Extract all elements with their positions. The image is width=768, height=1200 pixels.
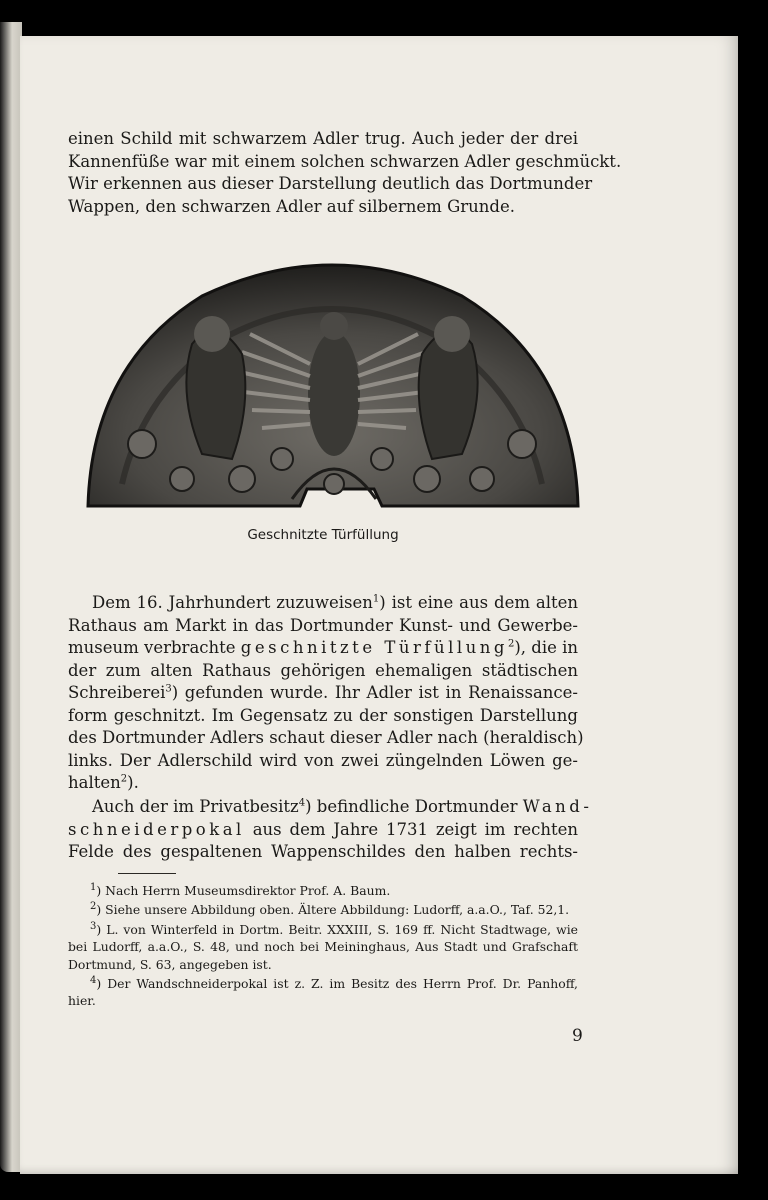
footnote-ref: 3: [165, 683, 172, 695]
footnote-marker: 2: [90, 901, 97, 913]
footnote: [68, 921, 578, 973]
text-line: [68, 592, 578, 615]
footnotes: [68, 882, 578, 1012]
footnote-divider: [118, 873, 176, 874]
text-line: Felde des gespaltenen Wappenschildes den halben rechts-: [68, 842, 578, 861]
text-run: ), die in: [514, 638, 579, 657]
text-line: einen Schild mit schwarzem Adler trug. Auch jeder der drei: [68, 129, 578, 148]
text-run: Schreiberei: [68, 683, 166, 702]
footnote-text: ) Siehe unsere Abbildung oben. Ältere Abbildung: Ludorff, a.a.O., Taf. 52,1.: [96, 902, 570, 918]
footnote-text: ) L. von Winterfeld in Dortm. Beitr. XXXIII, S. 169 ff. Nicht Stadtwage, wie bei Ludorff, a.a.O., S. 48, und noch bei Meininghaus, Aus Stadt und Grafschaft Dortmund, S. 63, angegeben ist.: [68, 921, 578, 972]
footnote-marker: 3: [90, 920, 97, 932]
footnote: [68, 901, 578, 918]
text-run: Dem 16. Jahrhundert zuzuweisen: [92, 593, 373, 612]
carved-door-panel-image: [82, 244, 582, 514]
text-run: aus dem Jahre 1731 zeigt im rechten: [244, 819, 578, 839]
text-run: museum verbrachte: [68, 638, 241, 657]
book-page: [20, 36, 738, 1174]
text-line: links. Der Adlerschild wird von zwei züngelnden Löwen ge-: [68, 750, 578, 770]
footnote-marker: 4: [90, 974, 97, 986]
text-line: [68, 682, 578, 705]
paragraph-3: [68, 796, 593, 864]
text-line: form geschnitzt. Im Gegensatz zu der sonstigen Darstellung: [68, 705, 578, 725]
spaced-emphasis: Wand-: [522, 797, 593, 816]
spaced-emphasis: schneiderpokal: [68, 819, 245, 839]
text-line: Wir erkennen aus dieser Darstellung deutlich das Dortmunder: [68, 174, 593, 193]
text-line: [68, 819, 578, 842]
footnote-text: ) Der Wandschneiderpokal ist z. Z. im Besitz des Herrn Prof. Dr. Panhoff, hier.: [68, 976, 578, 1009]
text-line: [68, 637, 578, 660]
text-run: halten: [68, 773, 121, 792]
paragraph-1: [68, 128, 622, 218]
footnote-ref: 1: [372, 593, 380, 605]
footnote-ref: 2: [507, 638, 515, 650]
footnote: [68, 975, 578, 1010]
page-number: 9: [572, 1026, 583, 1046]
figure-caption: Geschnitzte Türfüllung: [247, 527, 399, 543]
footnote-ref: 2: [120, 773, 128, 785]
text-line: Kannenfüße war mit einem solchen schwarzen Adler geschmückt.: [68, 151, 622, 171]
footnote-text: ) Nach Herrn Museumsdirektor Prof. A. Baum.: [96, 883, 391, 898]
text-line: [68, 796, 593, 819]
text-run: ) ist eine aus dem alten: [379, 593, 578, 612]
paragraph-2: [68, 592, 584, 795]
text-line: Wappen, den schwarzen Adler auf silbernem Grunde.: [68, 196, 515, 216]
footnote-ref: 4: [298, 797, 306, 809]
text-run: ).: [127, 773, 139, 792]
text-line: der zum alten Rathaus gehörigen ehemaligen städtischen: [68, 660, 578, 680]
text-run: ) gefunden wurde. Ihr Adler ist in Renaissance-: [171, 683, 578, 702]
footnote: [68, 882, 578, 899]
text-line: Rathaus am Markt in das Dortmunder Kunst- und Gewerbe-: [68, 615, 578, 635]
text-line: des Dortmunder Adlers schaut dieser Adler nach (heraldisch): [68, 728, 584, 747]
footnote-marker: 1: [90, 881, 97, 893]
text-run: ) befindliche Dortmunder: [305, 797, 523, 816]
text-run: Auch der im Privatbesitz: [92, 797, 299, 816]
facing-page-edge: [0, 22, 22, 1172]
spaced-emphasis: geschnitzte Türfüllung: [240, 638, 508, 657]
text-line: [68, 772, 578, 795]
